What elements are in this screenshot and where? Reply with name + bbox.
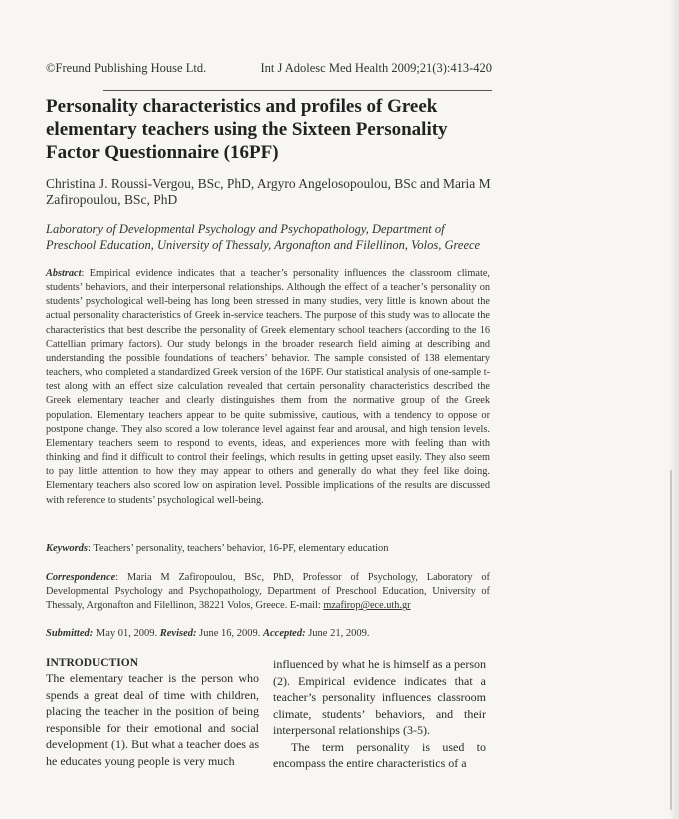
running-header <box>46 61 492 76</box>
keywords-label: Keywords <box>46 543 88 554</box>
submitted-label: Submitted: <box>46 628 94 639</box>
binding-line <box>670 470 672 810</box>
intro-paragraph-2: The term personality is used to encompass the entire characteristics of a <box>273 739 486 770</box>
body-column-left <box>46 656 259 769</box>
author-list: Christina J. Roussi-Vergou, BSc, PhD, Argyro Angelosopoulou, BSc and Maria M Zafiropoulou, BSc, PhD <box>46 176 491 207</box>
affiliation: Laboratory of Developmental Psychology and Psychopathology, Department of Preschool Education, University of Thessaly, Argonafton and Filellinon, Volos, Greece <box>46 222 481 252</box>
body-column-right <box>273 656 486 772</box>
abstract <box>46 267 490 508</box>
keywords <box>46 542 490 556</box>
intro-paragraph-1: The elementary teacher is the person who spends a great deal of time with children, placing the teacher in the position of being responsible for their emotional and social development (1). But what a teacher does as he educates young people is very much <box>46 671 259 768</box>
submission-dates <box>46 627 490 641</box>
introduction-heading: INTRODUCTION <box>46 657 139 669</box>
abstract-text: : Empirical evidence indicates that a teacher’s personality influences the classroom climate, students’ behaviors, and their interpersonal relationships. Although the effect of a teacher’s personality on students’ psychological well-being has long been stressed in many studies, very little is known about the actual personality characteristics of Greek in-service teachers. The purpose of this study was to allocate the characteristics that best describe the personality of Greek elementary school teachers (according to the 16 Cattellian primary factors). Our study belongs in the broader research field aiming at describing and understanding the possible foundations of teachers’ behavior. The sample consisted of 138 elementary teachers, who completed a standardized Greek version of the 16PF. Our statistical analysis of one-sample t-test along with an effect size calculation revealed that certain personality characteristics described the Greek elementary teacher and clearly distinguishes them from the normative group of the Greek population. Elementary teachers appear to be quite submissive, cautious, with a tendency to oppose or postpone change. They also scored a low tolerance level against fear and arousal, and high tension levels. Elementary teachers seem to respond to events, ideas, and experiences more with feeling than with thinking and find it difficult to control their feelings, which results in getting upset easily. They also seem to pay little attention to how they may appear to others and generally do what they feel like doing. Elementary teachers also scored low on aspiration level. Possible implications of the results are discussed with reference to students’ psychological well-being. <box>46 268 490 506</box>
intro-paragraph-1-continued: influenced by what he is himself as a person (2). Empirical evidence indicates that a teacher’s personality influences classroom climate, students’ behaviors, and their interpersonal relationships (3-5). <box>273 657 486 737</box>
abstract-label: Abstract <box>46 268 82 279</box>
revised-date: June 16, 2009. <box>196 628 264 639</box>
accepted-label: Accepted: <box>263 628 306 639</box>
header-rule <box>103 90 492 91</box>
paper-title: Personality characteristics and profiles of Greek elementary teachers using the Sixteen Personality Factor Questionnaire (16PF) <box>46 96 448 163</box>
publisher-text: ©Freund Publishing House Ltd. <box>46 61 207 75</box>
correspondence-text: : Maria M Zafiropoulou, BSc, PhD, Professor of Psychology, Laboratory of Developmental Psychology and Psychopathology, Department of Preschool Education, University of Thessaly, Argonafton and Filellinon, 38221 Volos, Greece. E-mail: <box>46 572 490 612</box>
correspondence-label: Correspondence <box>46 572 116 583</box>
correspondence <box>46 571 490 614</box>
revised-label: Revised: <box>159 628 197 639</box>
accepted-date: June 21, 2009. <box>305 628 370 639</box>
email-link[interactable]: mzafirop@ece.uth.gr <box>323 600 411 612</box>
keywords-text: : Teachers’ personality, teachers’ behavior, 16-PF, elementary education <box>88 543 389 554</box>
citation-text: Int J Adolesc Med Health 2009;21(3):413-420 <box>260 61 492 75</box>
submitted-date: May 01, 2009. <box>93 628 160 639</box>
